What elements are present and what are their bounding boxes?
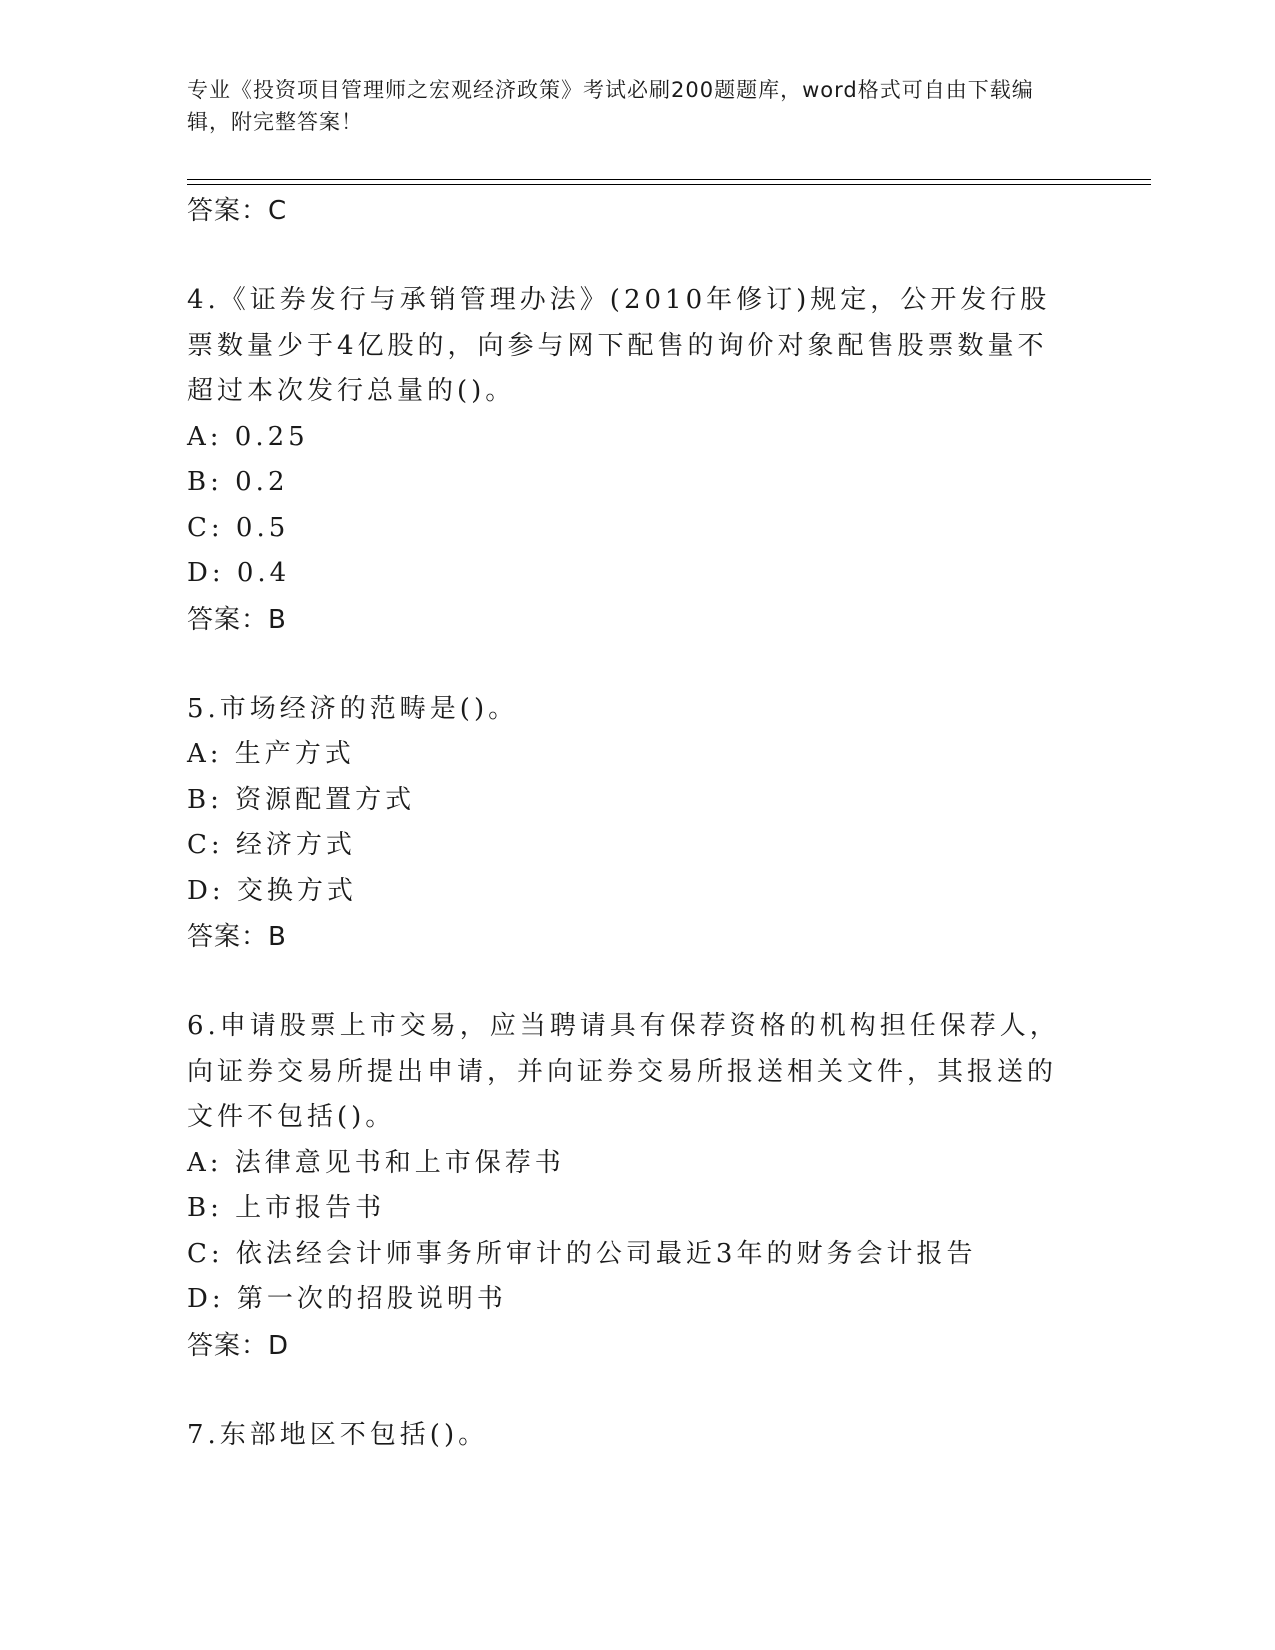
answer-q6: 答案：D xyxy=(187,1330,290,1361)
answer-q4: 答案：B xyxy=(187,604,287,635)
question-block-6 xyxy=(187,1004,1077,1369)
question-list xyxy=(187,188,1077,1458)
option-5c: C: 经济方式 xyxy=(187,830,356,860)
option-6a: A: 法律意见书和上市保荐书 xyxy=(187,1147,565,1178)
question-block-4 xyxy=(187,278,1077,643)
answer-q3: 答案：C xyxy=(187,196,288,226)
option-4a: A: 0.25 xyxy=(187,421,309,452)
option-4d: D: 0.4 xyxy=(187,558,291,588)
document-header: 专业《投资项目管理师之宏观经济政策》考试必刷200题题库，word格式可自由下载编辑，附完整答案！ xyxy=(187,78,1034,134)
option-4b: B: 0.2 xyxy=(187,467,289,497)
question-text-7: 7.东部地区不包括()。 xyxy=(187,1419,489,1450)
question-text-4: 4.《证券发行与承销管理办法》(2010年修订)规定，公开发行股票数量少于4亿股的，向参与网下配售的询价对象配售股票数量不超过本次发行总量的()。 xyxy=(187,285,1051,406)
option-6d: D: 第一次的招股说明书 xyxy=(187,1284,507,1314)
option-5d: D: 交换方式 xyxy=(187,875,357,906)
header-rule-bottom xyxy=(187,184,1151,185)
question-block-7 xyxy=(187,1413,1077,1459)
option-4c: C: 0.5 xyxy=(187,512,290,543)
option-6b: B: 上市报告书 xyxy=(187,1193,386,1223)
question-text-5: 5.市场经济的范畴是()。 xyxy=(187,693,519,724)
option-5a: A: 生产方式 xyxy=(187,739,355,769)
header-rule-top xyxy=(187,179,1151,180)
option-5b: B: 资源配置方式 xyxy=(187,784,416,815)
question-block-5 xyxy=(187,687,1077,961)
question-text-6: 6.申请股票上市交易，应当聘请具有保荐资格的机构担任保荐人，向证券交易所提出申请，并向证券交易所报送相关文件，其报送的文件不包括()。 xyxy=(187,1011,1060,1132)
answer-q5: 答案：B xyxy=(187,922,287,952)
option-6c: C: 依法经会计师事务所审计的公司最近3年的财务会计报告 xyxy=(187,1238,977,1269)
